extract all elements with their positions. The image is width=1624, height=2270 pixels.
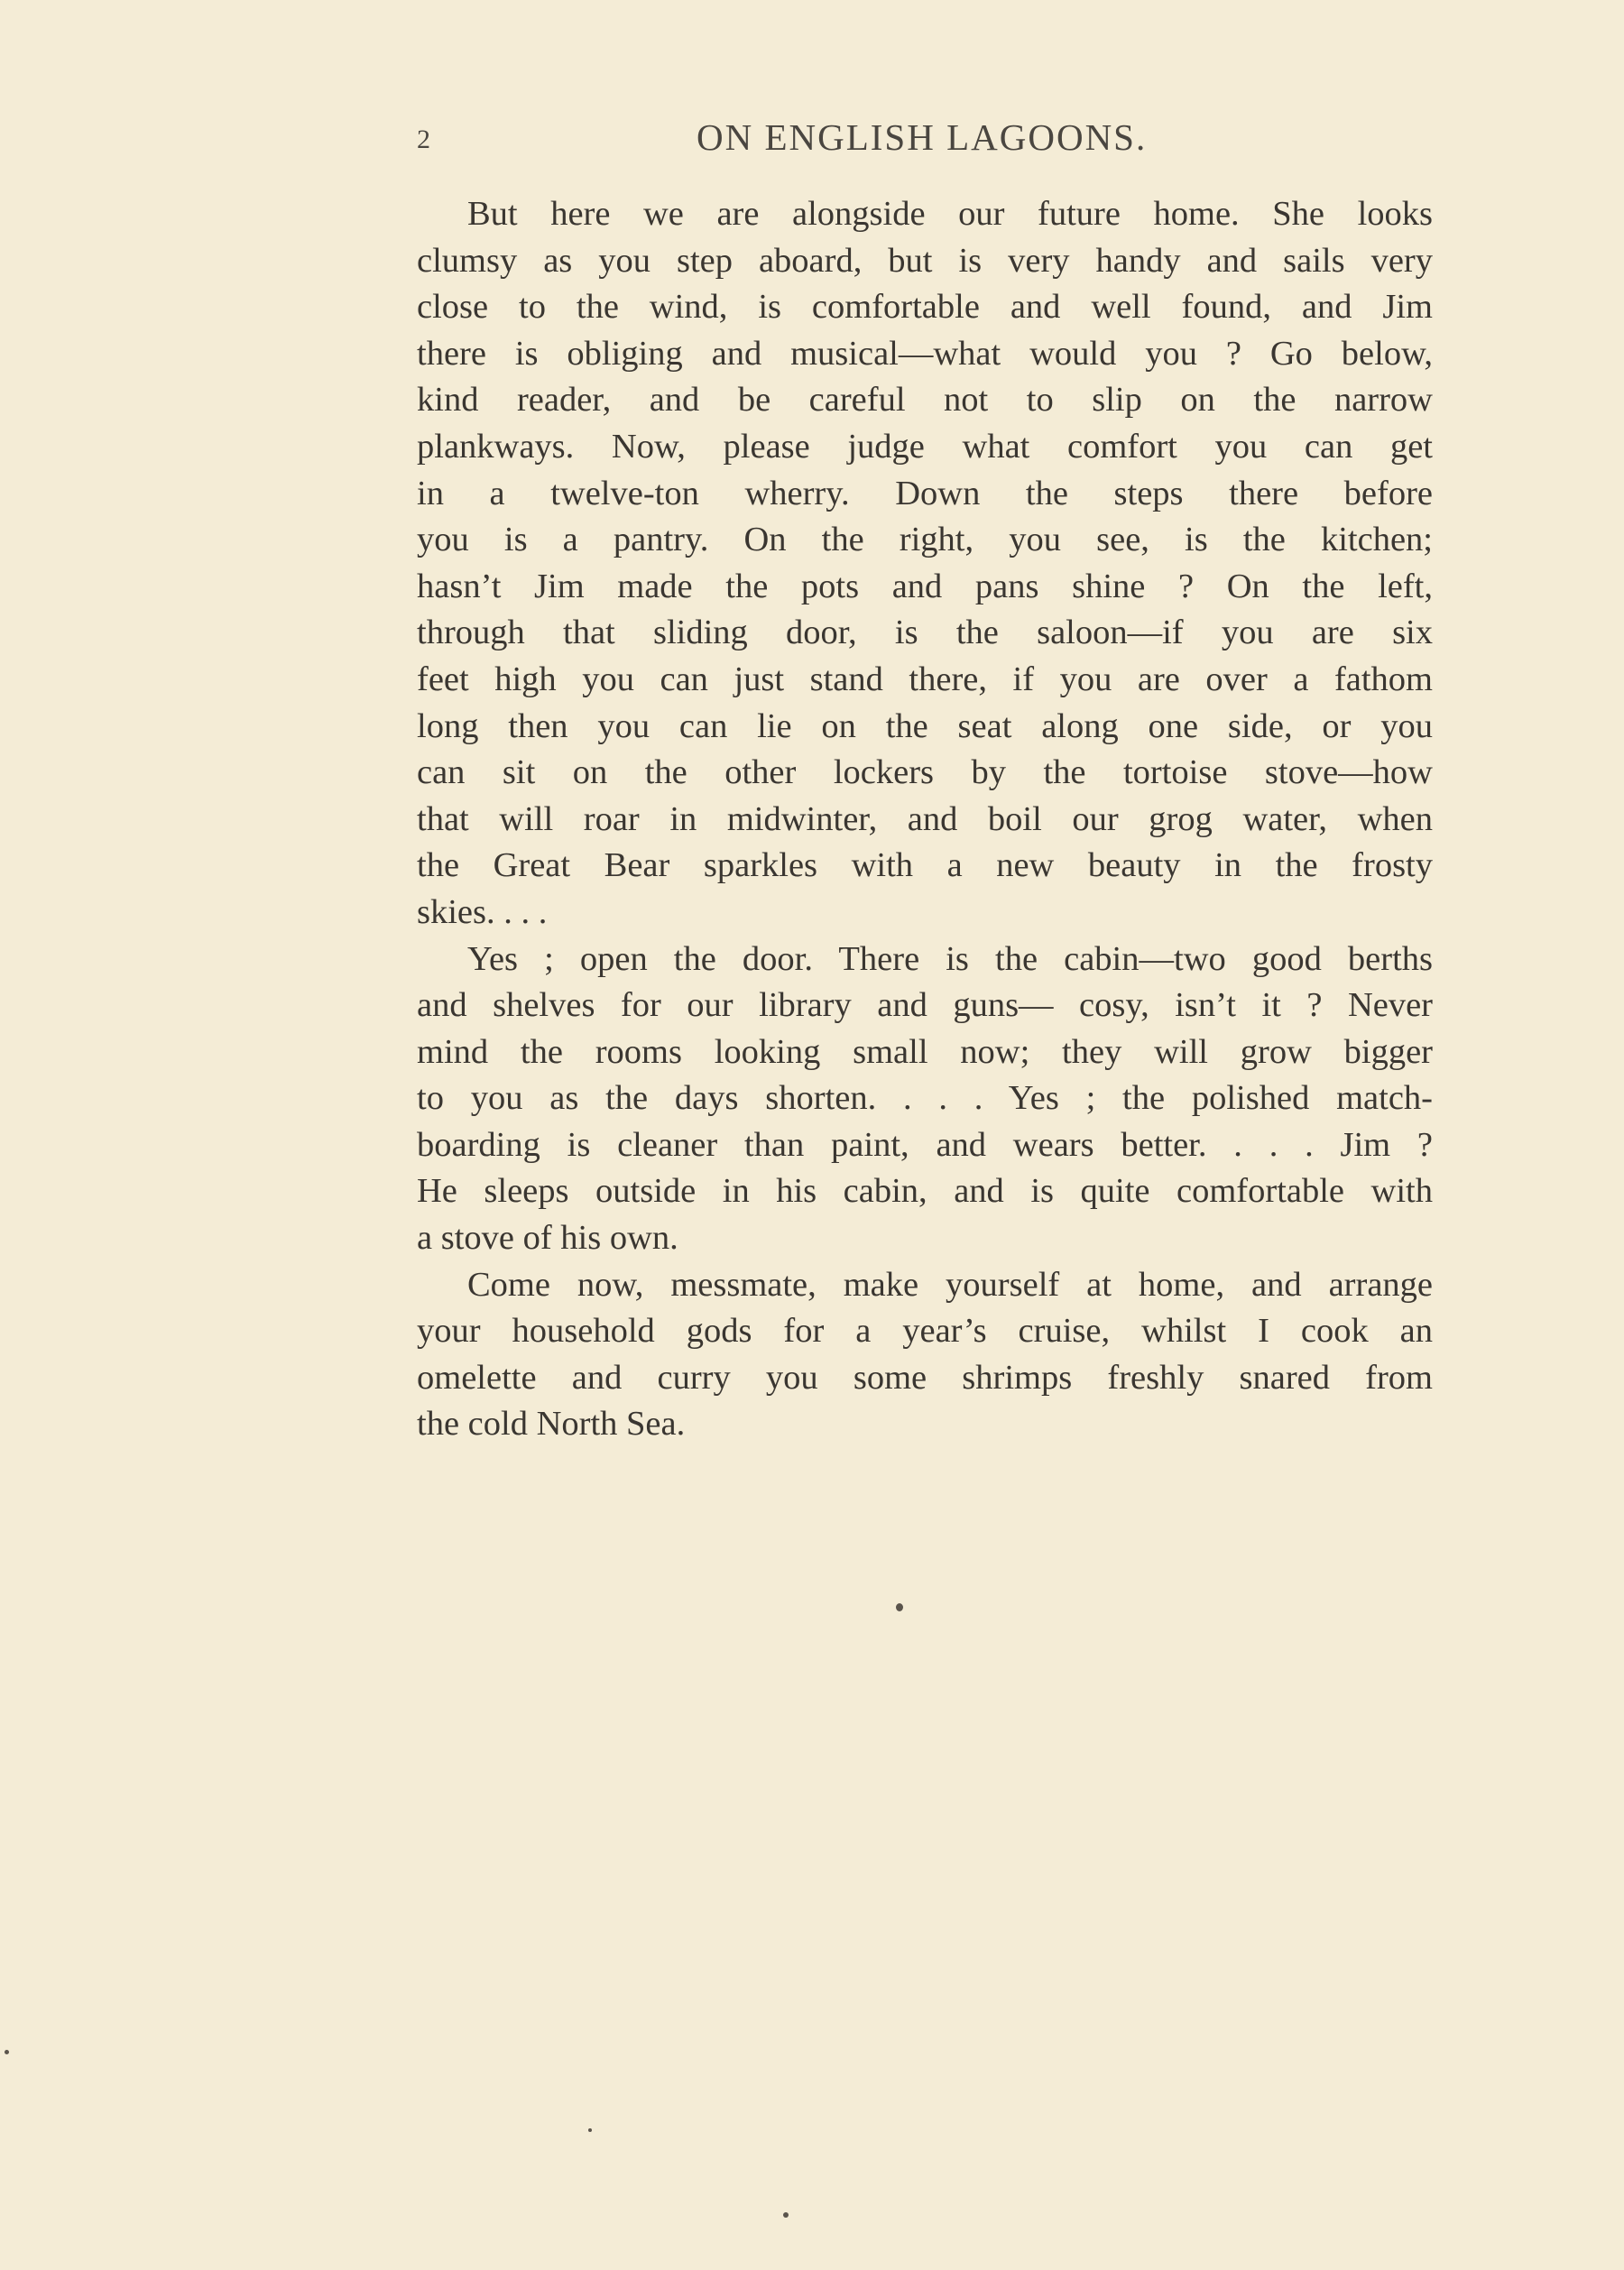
text-line: the cold North Sea. [417,1405,686,1444]
text-line: and shelves for our library and guns— cosy, isn’t it ? Never [417,986,1433,1025]
text-line: clumsy as you step aboard, but is very handy and sails very [417,241,1433,280]
paper-speck [588,2128,592,2132]
paragraph [417,937,1433,1262]
text-line: plankways. Now, please judge what comfort you can get [417,427,1433,466]
text-line: boarding is cleaner than paint, and wears better. . . . Jim ? [417,1125,1433,1164]
text-line: But here we are alongside our future home. She looks [467,195,1433,233]
text-line: He sleeps outside in his cabin, and is quite comfortable with [417,1172,1433,1211]
text-line: through that sliding door, is the saloon—if you are six [417,614,1433,652]
paper-speck [5,2050,9,2054]
text-line: the Great Bear sparkles with a new beauty in the frosty [417,846,1433,885]
text-line: that will roar in midwinter, and boil our grog water, when [417,799,1433,838]
text-line: can sit on the other lockers by the tortoise stove—how [417,753,1433,792]
text-line: you is a pantry. On the right, you see, is the kitchen; [417,521,1433,559]
text-line: to you as the days shorten. . . . Yes ; the polished match- [417,1079,1433,1118]
text-line: mind the rooms looking small now; they will grow bigger [417,1032,1433,1071]
paper-speck [896,1603,903,1611]
text-line: a stove of his own. [417,1219,678,1258]
text-line: Yes ; open the door. There is the cabin—two good berths [467,939,1433,978]
page-number: 2 [417,125,430,154]
text-line: kind reader, and be careful not to slip on the narrow [417,381,1433,420]
text-line: long then you can lie on the seat along one side, or you [417,706,1433,745]
paragraph [417,1262,1433,1448]
text-line: omelette and curry you some shrimps freshly snared from [417,1358,1433,1397]
text-line: your household gods for a year’s cruise, whilst I cook an [417,1312,1433,1351]
paper-speck [783,2212,789,2218]
text-line: hasn’t Jim made the pots and pans shine ? On the left, [417,567,1433,605]
text-line: Come now, messmate, make yourself at home, and arrange [467,1265,1433,1304]
text-line: close to the wind, is comfortable and well found, and Jim [417,288,1433,327]
text-line: feet high you can just stand there, if you are over a fathom [417,660,1433,698]
body-text [417,191,1433,1448]
running-head: ON ENGLISH LAGOONS. [697,116,1148,158]
page-header [417,115,1433,161]
text-line: there is obliging and musical—what would you ? Go below, [417,334,1433,373]
paragraph [417,191,1433,937]
text-line: in a twelve-ton wherry. Down the steps there before [417,474,1433,512]
text-line: skies. . . . [417,892,548,931]
